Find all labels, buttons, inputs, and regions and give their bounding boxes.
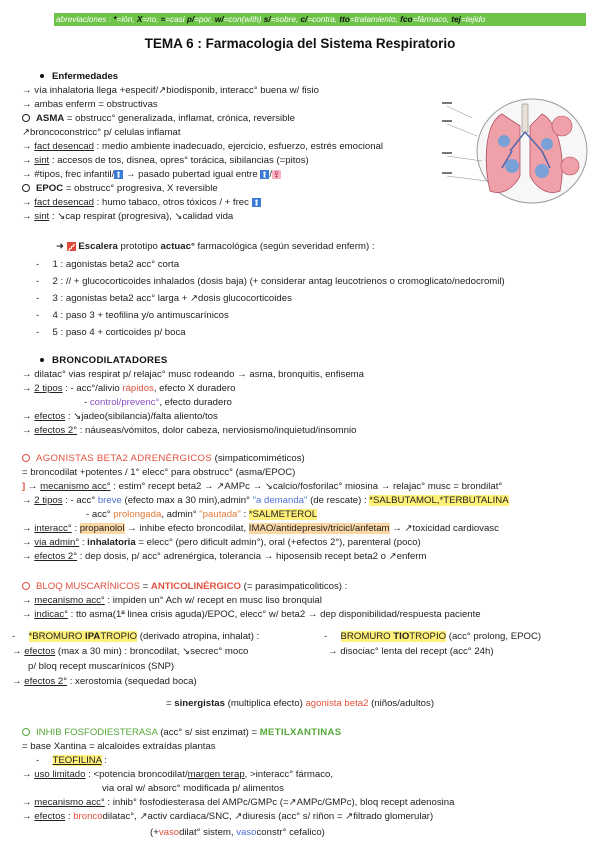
abbreviations-bar [54, 13, 586, 26]
text-line: = broncodilat +potentes / 1° elecc° para obstrucc° (asma/EPOC) [22, 467, 296, 478]
bronco-efectos: → efectos : ↘jadeo(sibilancia)/falta aliento/tos [22, 411, 218, 422]
teo-meca: → mecanismo acc° : inhib° fosfodiesterasa del AMPc/GMPc (=↗AMPc/GMPc), bloq recept adenosina [22, 797, 455, 808]
bronco-tipos: → 2 tipos : - acc°/alivio rápidos, efecto X duradero [22, 383, 236, 394]
lungs-illustration [442, 96, 592, 206]
female-icon [272, 170, 281, 179]
text-line: → dilatac° vias respirat p/ relajac° musc rodeando → asma, bronquitis, enfisema [22, 369, 365, 380]
escalera-line: ➜ Escalera prototipo actuac° farmacológica (según severidad enferm) : [56, 241, 375, 252]
ipratropio-line: - *BROMURO IPATROPIO (derivado atropina, inhalat) : [12, 631, 260, 642]
teo-efectos: → efectos : broncodilatac°, ↗activ cardiaca/SNC, ↗diuresis (acc° s/ riñon = ↗filtrado glomerular) [22, 811, 434, 822]
bronco-tipos-2: - control/prevenc°, efecto duradero [84, 397, 232, 408]
text-line: ↗broncoconstricc° p/ celulas inflamat [22, 127, 181, 138]
text-line: → ambas enferm = obstructivas [22, 99, 158, 110]
section-fosfodiesterasa: INHIB FOSFODIESTERASA (acc° s/ sist enzimat) = METILXANTINAS [22, 726, 341, 739]
section-muscarinicos: BLOQ MUSCARÍNICOS = ANTICOLINÉRGICO (= parasimpaticoliticos) : [22, 580, 347, 593]
teo-uso: → uso limitado : <potencia broncodilat/margen terap, >interacc° fármaco, [22, 769, 334, 780]
asma-tipos: → #tipos, frec infantil/ → pasado pubertad igual entre / [22, 168, 281, 181]
section-enfermedades: Enfermedades [40, 70, 118, 83]
agon-meca: ] → mecanismo acc° : estim° recept beta2 → ↗AMPc → ↘calcio/fosforilac° miosina → relajac° musc = brondilat° [22, 481, 503, 492]
text-line: = base Xantina = alcaloides extraídas plantas [22, 741, 216, 752]
asma-line: ASMA = obstrucc° generalizada, inflamat, crónica, reversible [22, 112, 295, 125]
sinergistas-line: = sinergistas (multiplica efecto) agonista beta2 (niños/adultos) [166, 698, 435, 709]
teo-efectos-2: (+vasodilat° sistem, vasoconstr° cefalico) [150, 827, 325, 838]
asma-fact: → fact desencad : medio ambiente inadecuado, ejercicio, esfuerzo, estrés emocional [22, 141, 384, 152]
agon-ef2: → efectos 2° : dep dosis, p/ acc° adrenérgica, tolerancia → hiposensib recept beta2 o ↗enferm [22, 551, 427, 562]
male-icon [252, 198, 261, 207]
page-title: TEMA 6 : Farmacologia del Sistema Respiratorio [144, 36, 456, 51]
text-line: → vía inhalatoria llega +especif/↗biodisponib, interacc° buena w/ fisio [22, 85, 319, 96]
tio-efectos: → disociac° lenta del recept (acc° 24h) [328, 646, 494, 657]
agon-tipos: → 2 tipos : - acc° breve (efecto max a 30 min),admin° "a demanda" (de rescate) : *SALBUTAMOL,*TERBUTALINA [22, 495, 509, 506]
step-item: - 4 : paso 3 + teofilina y/o antimuscarínicos [36, 310, 229, 321]
ipra-efectos: → efectos (max a 30 min) : broncodilat, ↘secrec° moco [12, 646, 249, 657]
section-agonistas: AGONISTAS BETA2 ADRENÉRGICOS (simpaticomiméticos) [22, 452, 305, 465]
male-icon [260, 170, 269, 179]
text-line: p/ bloq recept muscarínicos (SNP) [28, 661, 175, 672]
step-item: - 5 : paso 4 + corticoides p/ boca [36, 327, 186, 338]
tiotropio-line: - BROMURO TIOTROPIO (acc° prolong, EPOC) [324, 631, 542, 642]
male-icon [114, 170, 123, 179]
epoc-sint: → sint : ↘cap respirat (progresiva), ↘calidad vida [22, 211, 234, 222]
musc-ef2: → efectos 2° : xerostomia (sequedad boca) [12, 676, 197, 687]
section-broncodilatadores: BRONCODILATADORES [40, 354, 168, 367]
musc-indic: → indicac° : tto asma(1ª linea crisis aguda)/EPOC, elecc° w/ beta2 → dep disponibilidad/respuesta paciente [22, 609, 481, 620]
agon-via: → via admin° : inhalatoria = elecc° (pero dificult admin°), oral (+efectos 2°), parenteral (poco) [22, 537, 421, 548]
text-line: via oral w/ absorc° modificada p/ alimentos [102, 783, 284, 794]
step-item: - 1 : agonistas beta2 acc° corta [36, 259, 180, 270]
agon-interac: → interacc° : propanolol → inhibe efecto broncodilat, IMAO/antidepresiv/tricicl/anfetam → ↗toxicidad cardiovasc [22, 523, 499, 534]
agon-tipos-2: - acc° prolongada, admin° "pautada" : *SALMETEROL [86, 509, 318, 520]
step-item: - 2 : // + glucocorticoides inhalados (dosis baja) (+ considerar antag leucotrienos o cromoglicato/nedocromil) [36, 276, 505, 287]
teofilina-line: - TEOFILINA : [36, 755, 107, 766]
abbrev-label: abreviaciones : [56, 15, 112, 24]
stairs-icon [67, 242, 76, 251]
asma-sint: → sint : accesos de tos, disnea, opres° torácica, sibilancias (=pitos) [22, 155, 309, 166]
bronco-efectos2: → efectos 2° : náuseas/vómitos, dolor cabeza, nerviosismo/inquietud/insomnio [22, 425, 357, 436]
epoc-line: EPOC = obstrucc° progresiva, X reversible [22, 182, 218, 195]
step-item: - 3 : agonistas beta2 acc° larga + ↗dosis glucocorticoides [36, 293, 292, 304]
abbrev-items: *=ión, X=no, ≈=casi p/=por, w/=con(with) s/=sobre, c/=contra, tto=tratamiento, fco=fármaco, tej=tejido [113, 15, 486, 24]
epoc-fact: → fact desencad : humo tabaco, otros tóxicos / + frec [22, 196, 261, 209]
musc-meca: → mecanismo acc° : impiden un° Ach w/ recept en musc liso bronquial [22, 595, 322, 606]
